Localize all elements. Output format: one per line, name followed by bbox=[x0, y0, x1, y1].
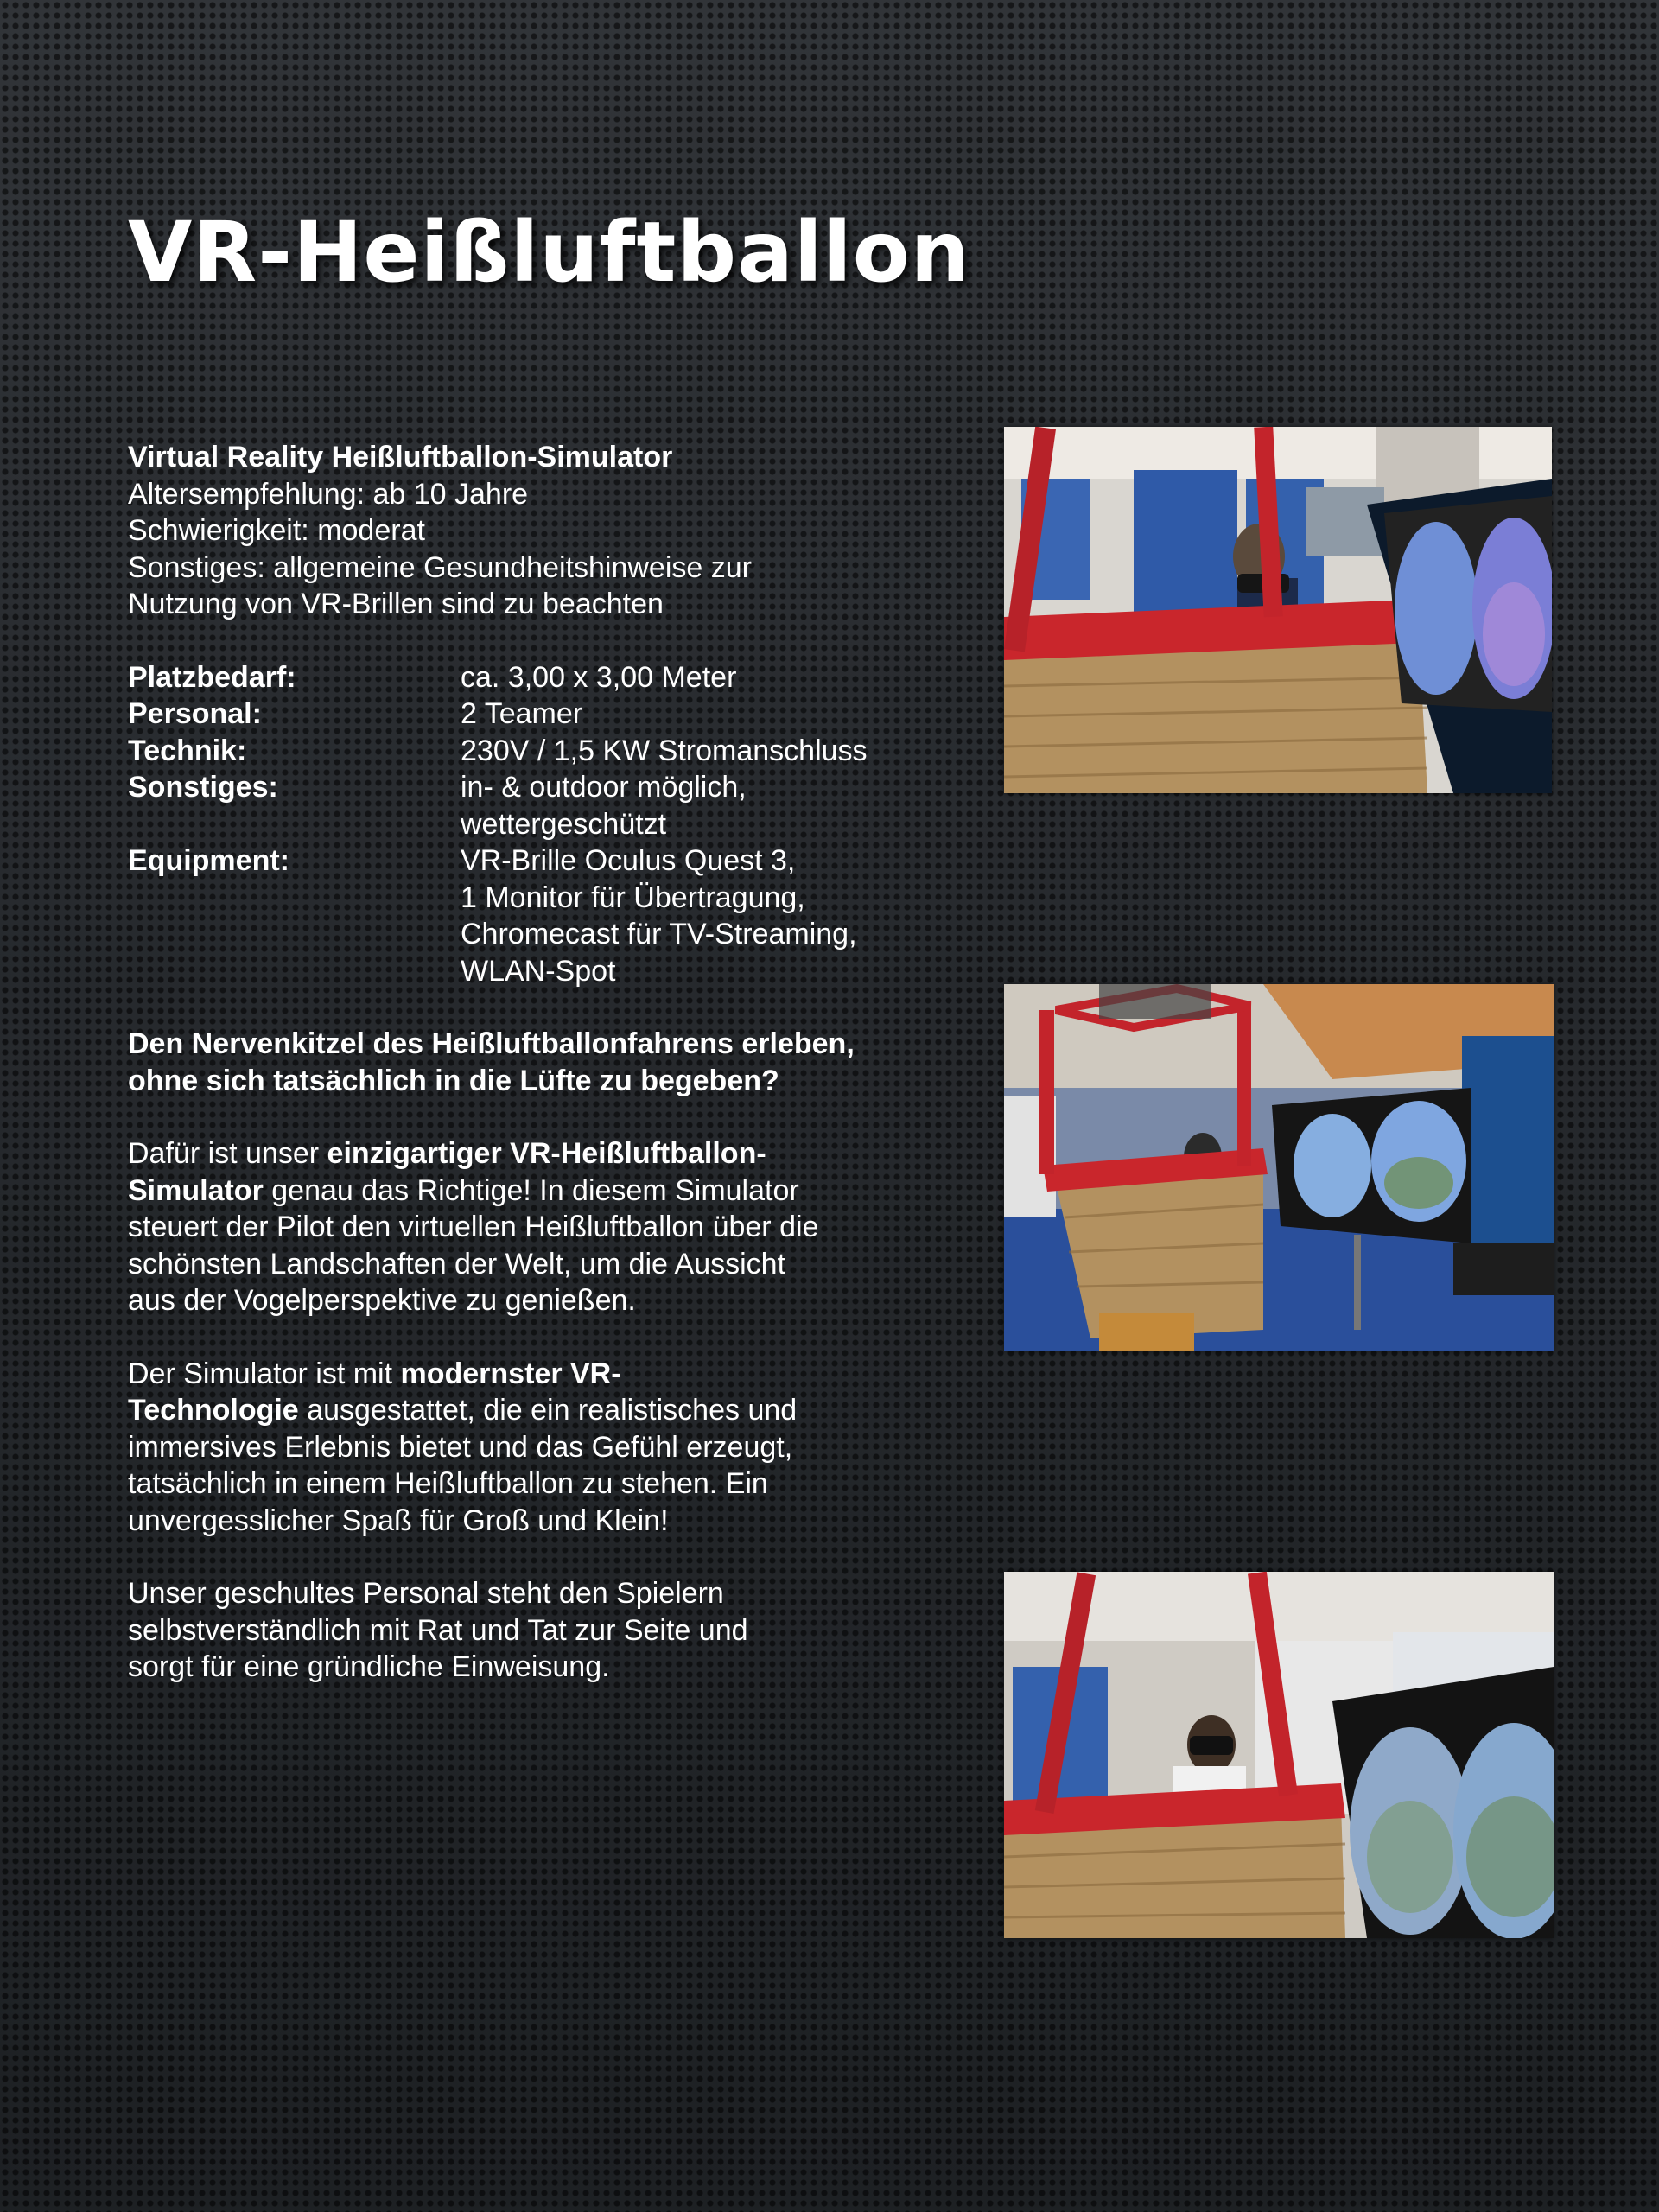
balloon-basket-at-fair-photo bbox=[1004, 984, 1554, 1351]
description-paragraph-1: Dafür ist unser einzigartiger VR-Heißluftballon- Simulator genau das Richtige! In diesem Simulator steuert der Pilot den virtuellen Heißluftballon über die schönsten Landschaften der Welt, um die Aussicht aus der Vogelperspektive zu genießen. bbox=[128, 1137, 819, 1317]
spec-table bbox=[128, 659, 923, 990]
intro-line: Nutzung von VR-Brillen sind zu beachten bbox=[128, 588, 664, 620]
description-paragraph-2: Der Simulator ist mit modernster VR- Technologie ausgestattet, die ein realistisches und immersives Erlebnis bietet und das Gefühl erzeugt, tatsächlich in einem Heißluftballon zu stehen. Ein unvergesslicher Spaß für Groß und Klein! bbox=[128, 1357, 798, 1537]
child-in-vr-balloon-basket-photo bbox=[1004, 427, 1552, 793]
teaser-question: Den Nervenkitzel des Heißluftballonfahrens erleben, ohne sich tatsächlich in die Lüfte zu begeben? bbox=[128, 1027, 855, 1097]
intro-block bbox=[128, 439, 923, 623]
spec-value: 230V / 1,5 KW Stromanschluss bbox=[461, 734, 868, 767]
spec-value: 2 Teamer bbox=[461, 697, 583, 730]
spec-label: Equipment: bbox=[128, 844, 289, 877]
spec-value: VR-Brille Oculus Quest 3, 1 Monitor für Übertragung, Chromecast für TV-Streaming, WLAN-Spot bbox=[461, 844, 857, 988]
main-content bbox=[128, 439, 923, 1686]
spec-value: ca. 3,00 x 3,00 Meter bbox=[461, 660, 737, 694]
spec-label: Platzbedarf: bbox=[128, 660, 296, 694]
intro-line: Altersempfehlung: ab 10 Jahre bbox=[128, 477, 529, 511]
spec-value: in- & outdoor möglich, wettergeschützt bbox=[461, 771, 747, 841]
page-title: VR-Heißluftballon bbox=[128, 204, 970, 301]
intro-heading: Virtual Reality Heißluftballon-Simulator bbox=[128, 441, 673, 474]
teen-in-vr-balloon-basket-photo bbox=[1004, 1572, 1554, 1938]
spec-label: Personal: bbox=[128, 697, 262, 730]
description-paragraph-3: Unser geschultes Personal steht den Spielern selbstverständlich mit Rat und Tat zur Seite und sorgt für eine gründliche Einweisung. bbox=[128, 1577, 748, 1683]
spec-label: Technik: bbox=[128, 734, 247, 767]
intro-line: Sonstiges: allgemeine Gesundheitshinweise zur bbox=[128, 550, 752, 584]
spec-label: Sonstiges: bbox=[128, 771, 278, 804]
intro-line: Schwierigkeit: moderat bbox=[128, 514, 425, 547]
